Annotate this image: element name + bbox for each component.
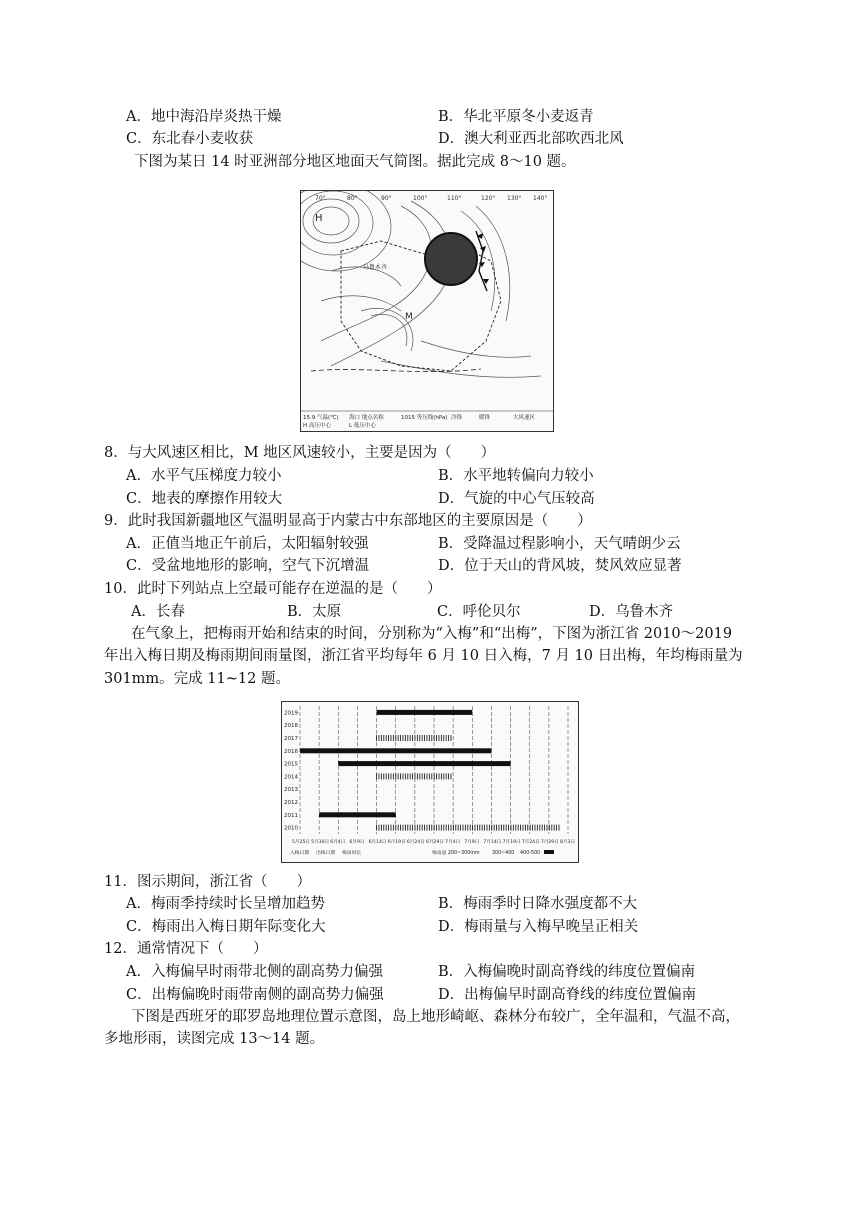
q12-option-b: B．入梅偏晚时副高脊线的纬度位置偏南 bbox=[438, 964, 696, 980]
x-tick-label: 8月3日 bbox=[560, 840, 576, 845]
meiyu-bar bbox=[319, 812, 396, 817]
svg-text:100°: 100° bbox=[413, 195, 428, 202]
legend-label: 300~400 bbox=[492, 851, 515, 856]
meiyu-bar bbox=[377, 773, 451, 779]
q10-option-c: C．呼伦贝尔 bbox=[437, 604, 521, 620]
svg-text:冷锋: 冷锋 bbox=[451, 415, 463, 421]
x-tick-label: 7月4日 bbox=[445, 840, 461, 845]
x-tick-label: 7月19日 bbox=[502, 840, 521, 845]
x-tick-label: 7月24日 bbox=[521, 840, 540, 845]
q8-stem: 8．与大风速区相比，M 地区风速较小，主要是因为（ ） bbox=[104, 445, 496, 461]
year-label: 2011 bbox=[284, 812, 298, 819]
q11-option-b: B．梅雨季时日降水强度都不大 bbox=[438, 896, 638, 912]
q10-option-a: A．长春 bbox=[131, 604, 185, 620]
q8-option-c: C．地表的摩擦作用较大 bbox=[126, 491, 283, 507]
meiyu-bar bbox=[338, 761, 510, 766]
svg-text:暖锋: 暖锋 bbox=[479, 415, 491, 421]
q9-option-a: A．正值当地正午前后，太阳辐射较强 bbox=[126, 536, 369, 552]
svg-text:H 高压中心: H 高压中心 bbox=[303, 423, 331, 429]
meiyu-bar bbox=[377, 735, 451, 741]
q8-option-d: D．气旋的中心气压较高 bbox=[438, 491, 595, 507]
legend-label: 400-500 bbox=[520, 851, 541, 856]
intro-11-12-line2: 年出入梅日期及梅雨期间雨量图，浙江省平均每年 6 月 10 日入梅，7 月 10 日出梅，年均梅雨量为 bbox=[104, 648, 743, 664]
svg-text:110°: 110° bbox=[447, 195, 462, 202]
x-tick-label: 7月9日 bbox=[464, 840, 480, 845]
svg-text:M: M bbox=[405, 312, 413, 322]
intro-8-10: 下图为某日 14 时亚洲部分地区地面天气简图。据此完成 8～10 题。 bbox=[134, 154, 576, 170]
x-tick-label: 6月19日 bbox=[387, 840, 406, 845]
x-tick-label: 7月29日 bbox=[540, 840, 559, 845]
svg-text:80°: 80° bbox=[347, 195, 358, 202]
q7-option-b: B．华北平原冬小麦返青 bbox=[438, 109, 594, 125]
meiyu-bar bbox=[377, 710, 473, 715]
svg-text:H: H bbox=[315, 213, 323, 224]
x-tick-label: 6月14日 bbox=[368, 840, 387, 845]
q12-stem: 12．通常情况下（ ） bbox=[104, 941, 268, 957]
svg-text:120°: 120° bbox=[481, 195, 496, 202]
x-tick-label: 5月25日 bbox=[292, 840, 310, 845]
svg-text:90°: 90° bbox=[381, 195, 392, 202]
q12-option-a: A．入梅偏早时雨带北侧的副高势力偏强 bbox=[126, 964, 383, 980]
q9-option-d: D．位于天山的背风坡，焚风效应显著 bbox=[438, 558, 682, 574]
q8-option-b: B．水平地转偏向力较小 bbox=[438, 468, 594, 484]
legend-label: 入梅日期 bbox=[290, 851, 310, 856]
q7-option-a: A．地中海沿岸炎热干燥 bbox=[126, 109, 282, 125]
svg-text:70°: 70° bbox=[315, 195, 326, 202]
svg-text:15.9 气温(℃): 15.9 气温(℃) bbox=[303, 415, 339, 421]
q10-option-b: B．太原 bbox=[287, 604, 342, 620]
q9-option-c: C．受盆地地形的影响，空气下沉增温 bbox=[126, 558, 370, 574]
year-label: 2019 bbox=[284, 710, 298, 717]
intro-11-12-line1: 在气象上，把梅雨开始和结束的时间，分别称为“入梅”和“出梅”，下图为浙江省 2010～2019 bbox=[131, 626, 733, 642]
meiyu-bar bbox=[300, 748, 491, 753]
svg-text:大风速区: 大风速区 bbox=[513, 415, 536, 421]
x-tick-label: 6月29日 bbox=[426, 840, 444, 845]
x-tick-label: 5月30日 bbox=[311, 840, 330, 845]
year-label: 2018 bbox=[284, 723, 298, 730]
q9-stem: 9．此时我国新疆地区气温明显高于内蒙古中东部地区的主要原因是（ ） bbox=[104, 513, 592, 529]
meiyu-chart bbox=[281, 701, 579, 863]
weather-map-figure bbox=[300, 190, 554, 432]
intro-11-12-line3: 301mm。完成 11~12 题。 bbox=[104, 671, 290, 687]
svg-text:L 低压中心: L 低压中心 bbox=[349, 423, 376, 429]
year-label: 2010 bbox=[284, 825, 298, 832]
intro-13-14-line1: 下图是西班牙的耶罗岛地理位置示意图，岛上地形崎岖、森林分布较广，全年温和，气温不高， bbox=[131, 1009, 740, 1025]
q7-option-c: C．东北春小麦收获 bbox=[126, 131, 254, 147]
x-tick-label: 6月24日 bbox=[406, 840, 425, 845]
year-label: 2014 bbox=[284, 774, 298, 781]
q10-option-d: D．乌鲁木齐 bbox=[589, 604, 674, 620]
q8-option-a: A．水平气压梯度力较小 bbox=[126, 468, 282, 484]
year-label: 2016 bbox=[284, 748, 298, 755]
q12-option-d: D．出梅偏早时副高脊线的纬度位置偏南 bbox=[438, 987, 697, 1003]
q7-option-d: D．澳大利亚西北部吹西北风 bbox=[438, 131, 624, 147]
x-tick-label: 7月14日 bbox=[483, 840, 502, 845]
legend-swatch bbox=[544, 850, 554, 854]
year-label: 2013 bbox=[284, 787, 298, 794]
year-label: 2015 bbox=[284, 761, 298, 768]
year-label: 2017 bbox=[284, 736, 298, 742]
q11-option-a: A．梅雨季持续时长呈增加趋势 bbox=[126, 896, 325, 912]
x-tick-label: 6月9日 bbox=[349, 840, 365, 845]
q12-option-c: C．出梅偏晚时雨带南侧的副高势力偏强 bbox=[126, 987, 384, 1003]
q9-option-b: B．受降温过程影响小，天气晴朗少云 bbox=[438, 536, 681, 552]
svg-text:乌鲁木齐: 乌鲁木齐 bbox=[363, 264, 388, 271]
q11-option-c: C．梅雨出入梅日期年际变化大 bbox=[126, 919, 326, 935]
q11-stem: 11．图示期间，浙江省（ ） bbox=[104, 874, 311, 890]
svg-text:130°: 130° bbox=[507, 195, 522, 202]
x-tick-label: 6月4日 bbox=[330, 840, 346, 845]
year-label: 2012 bbox=[284, 800, 298, 806]
q11-option-d: D．梅雨量与入梅早晚呈正相关 bbox=[438, 919, 639, 935]
legend-label: 出梅日期 bbox=[316, 851, 336, 856]
intro-13-14-line2: 多地形雨，读图完成 13～14 题。 bbox=[104, 1031, 325, 1047]
svg-text:海口 地点名称: 海口 地点名称 bbox=[349, 415, 384, 421]
meiyu-bar bbox=[377, 825, 559, 831]
q10-stem: 10．此时下列站点上空最可能存在逆温的是（ ） bbox=[104, 581, 442, 597]
legend-label: 梅雨时长 bbox=[342, 851, 362, 856]
meiyu-chart-svg bbox=[282, 702, 578, 862]
svg-text:140°: 140° bbox=[533, 195, 548, 202]
svg-text:1015 等压线(hPa): 1015 等压线(hPa) bbox=[401, 415, 448, 421]
legend-label: 梅雨量 200~300mm bbox=[432, 851, 480, 856]
